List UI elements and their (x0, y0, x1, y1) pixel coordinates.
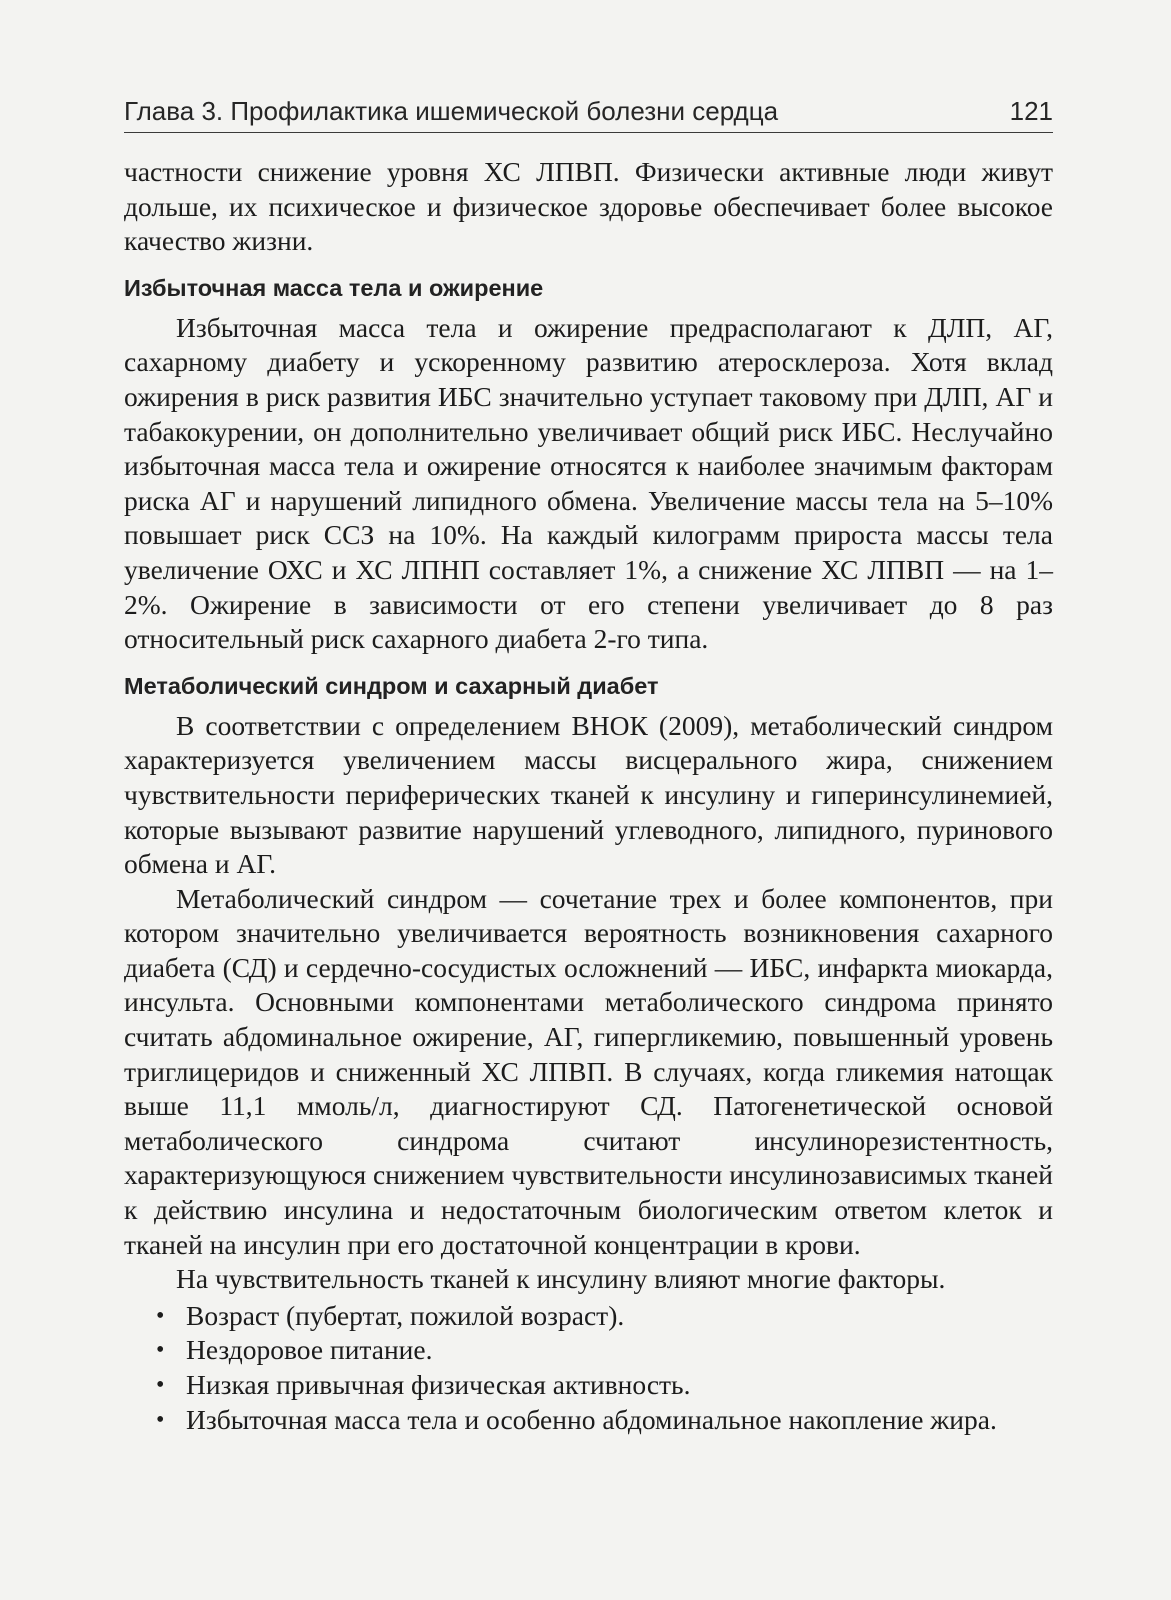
insulin-factors-list (124, 1299, 1053, 1437)
bullet-icon: • (156, 1406, 165, 1433)
list-item-text: Нездоровое питание. (186, 1334, 433, 1366)
list-item (156, 1403, 1053, 1438)
page-number: 121 (1009, 96, 1053, 126)
bullet-icon: • (156, 1337, 165, 1364)
list-item-text: Возраст (пубертат, пожилой возраст). (186, 1299, 625, 1331)
list-item (156, 1299, 1053, 1334)
list-item-text: Низкая привычная физическая активность. (186, 1369, 691, 1400)
bullet-icon: • (156, 1302, 165, 1329)
chapter-title: Глава 3. Профилактика ишемической болезни сердца (124, 96, 779, 126)
metabolic-paragraph-3: На чувствительность тканей к инсулину влияют многие факторы. (176, 1263, 946, 1295)
list-item-text: Избыточная масса тела и особенно абдоминальное накопление жира. (186, 1403, 997, 1435)
intro-paragraph: частности снижение уровня ХС ЛПВП. Физически активные люди живут дольше, их психическое и физическое здоровье обеспечивает более высокое качество жизни. (124, 156, 1053, 257)
metabolic-paragraph-1: В соответствии с определением ВНОК (2009), метаболический синдром характеризуется увеличением массы висцерального жира, снижением чувствительности периферических тканей к инсулину и гиперинсулинемией, которые вызывают развитие нарушений углеводного, липидного, пуринового обмена и АГ. (124, 709, 1053, 880)
list-item (156, 1333, 1053, 1368)
section-heading-obesity: Избыточная масса тела и ожирение (124, 274, 544, 301)
running-header (124, 96, 1053, 133)
list-item (156, 1368, 1053, 1403)
metabolic-paragraph-2: Метаболический синдром — сочетание трех и более компонентов, при котором значительно увеличивается вероятность возникновения сахарного диабета (СД) и сердечно-сосудистых осложнений — ИБС, инфаркта миокарда, инсульта. Основными компонентами метаболического синдрома принято считать абдоминальное ожирение, АГ, гипергликемию, повышенный уровень триглицеридов и сниженный ХС ЛПВП. В случаях, когда гликемия натощак выше 11,1 ммоль/л, диагностируют СД. Патогенетической основой метаболического синдрома считают инсулинорезистентность, характеризующуюся снижением чувствительности инсулинозависимых тканей к действию инсулина и недостаточным биологическим ответом клеток и тканей на инсулин при его достаточной концентрации в крови. (124, 882, 1053, 1260)
bullet-icon: • (156, 1372, 165, 1398)
obesity-paragraph: Избыточная масса тела и ожирение предрасполагают к ДЛП, АГ, сахарному диабету и ускоренному развитию атеросклероза. Хотя вклад ожирения в риск развития ИБС значительно уступает таковому при ДЛП, АГ и табакокурении, он дополнительно увеличивает общий риск ИБС. Неслучайно избыточная масса тела и ожирение относятся к наиболее значимым факторам риска АГ и нарушений липидного обмена. Увеличение массы тела на 5–10% повышает риск ССЗ на 10%. На каждый килограмм прироста массы тела увеличение ОХС и ХС ЛПНП составляет 1%, а снижение ХС ЛПВП — на 1–2%. Ожирение в зависимости от его степени увеличивает до 8 раз относительный риск сахарного диабета 2-го типа. (124, 311, 1053, 655)
section-heading-metabolic-syndrome: Метаболический синдром и сахарный диабет (124, 672, 659, 699)
